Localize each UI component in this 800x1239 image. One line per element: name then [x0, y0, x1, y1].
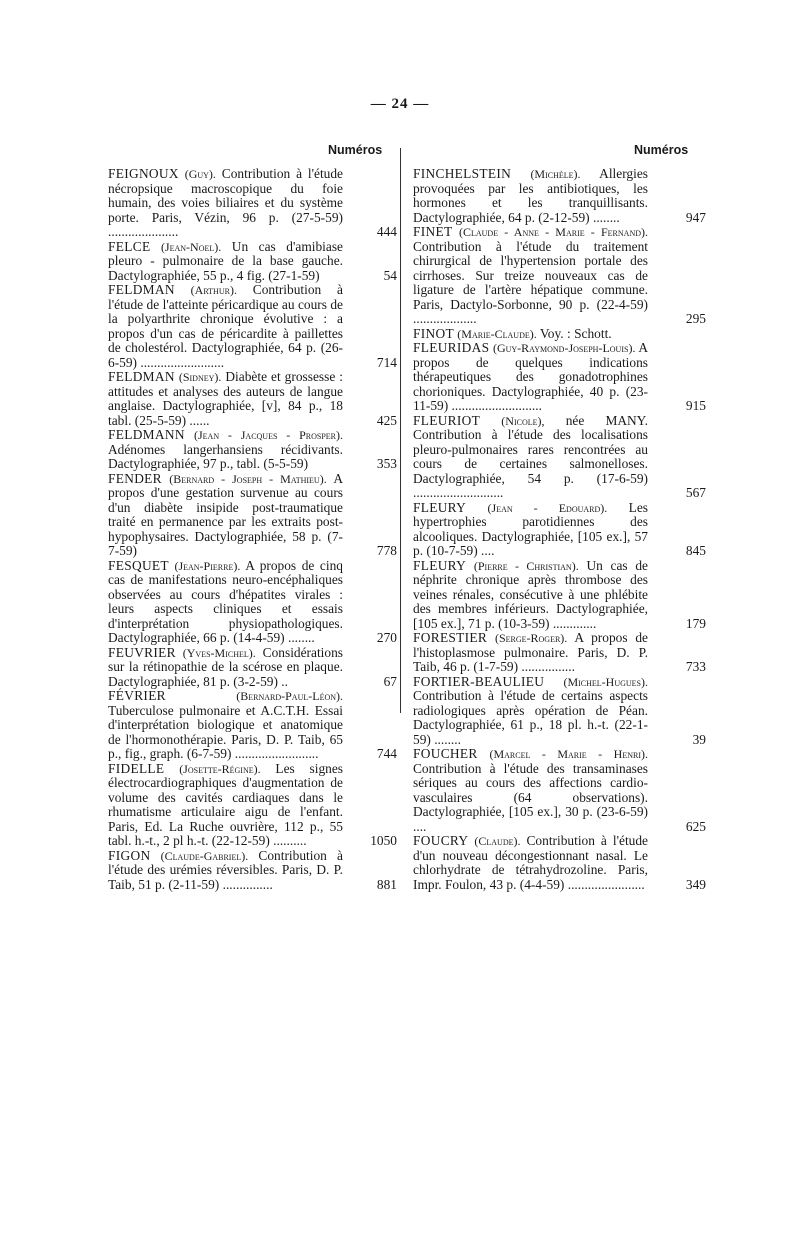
left-column [108, 166, 397, 892]
index-entry [413, 673, 706, 748]
thesis-description: Adénomes langerhansiens récidivants. Dactylographiée, 97 p., tabl. (5-5-59) [108, 441, 343, 471]
entry-text-block [108, 646, 343, 690]
author-surname: FESQUET [108, 557, 169, 573]
author-given-names: (Pierre - Christian). [473, 558, 579, 573]
author-surname: FIGON [108, 847, 151, 863]
thesis-description: Diabète et grossesse : attitudes et analyses des auteurs de langue anglaise. Dactylographiée, [v], 84 p., 18 tabl. (25-5-59) ...... [108, 369, 343, 428]
thesis-number: 295 [685, 311, 706, 326]
author-surname: FORTIER-BEAULIEU [413, 673, 545, 689]
entry-text-block [413, 631, 648, 675]
author-given-names: (Bernard-Paul-Léon). [236, 689, 343, 703]
author-surname: FINCHELSTEIN [413, 166, 512, 181]
author-surname: FEUVRIER [108, 644, 176, 660]
thesis-description: née MANY. Contribution à l'étude des localisations pleuro-pulmonaires rares rencontrées au cours de certaines salmonelloses. Dactylographiée, 54 p. (17-6-59) ........................... [413, 412, 648, 500]
thesis-number: 444 [376, 224, 397, 239]
author-surname: FLEURY [413, 557, 467, 573]
thesis-description: Un cas d'amibiase pleuro - pulmonaire de la base gauche. Dactylographiée, 55 p., 4 fig. (27-1-59) [108, 238, 343, 283]
author-surname: FELDMAN [108, 282, 175, 297]
entry-text-block [108, 370, 343, 428]
thesis-description: Contribution à l'étude nécropsique macroscopique du foie humain, des voies biliaires et du système porte. Paris, Vézin, 96 p. (27-5-59) ..................... [108, 166, 343, 239]
index-entry [108, 238, 397, 284]
entry-text-block [108, 167, 343, 240]
index-entry [108, 557, 397, 646]
thesis-number: 179 [685, 615, 706, 631]
index-entry [413, 499, 706, 559]
index-entry [108, 166, 397, 240]
thesis-number: 947 [685, 209, 706, 225]
author-given-names: (Sidney). [178, 370, 222, 384]
thesis-description: Contribution à l'étude de l'atteinte péricardique au cours de la polyarthrite chronique évolutive : a propos d'un cas de péricardite à paillettes de cholestérol. Dactylographiée, 64 p. (26-6-59) ......................... [108, 282, 343, 370]
author-surname: FOUCRY [413, 833, 469, 848]
thesis-description: Les signes électrocardiographiques d'augmentation de volume des cavités cardiaques dans le rhumatisme articulaire aigu de l'enfant. Paris, Ed. La Ruche ouvrière, 112 p., 55 tabl. h.-t., 2 pl h.-t. (22-12-59) .......... [108, 760, 343, 848]
thesis-number: 567 [685, 485, 706, 500]
thesis-description: Contribution à l'étude des transaminases sériques au cours des affections cardio-vasculaires (64 observations). Dactylographiée, [105 ex.], 30 p. (23-6-59) .... [413, 760, 648, 834]
thesis-description: Allergies provoquées par les antibiotiques, les hormones et les tranquillisants. Dactylographiée, 64 p. (2-12-59) ........ [413, 166, 648, 225]
entry-text-block [413, 327, 648, 342]
author-given-names: (Yves-Michel). [182, 645, 256, 660]
thesis-description: A propos de l'histoplasmose pulmonaire. Paris, D. P. Taib, 46 p. (1-7-59) ................ [413, 630, 649, 674]
index-entry [413, 746, 706, 834]
entry-text-block [413, 167, 648, 225]
thesis-description: A propos de quelques indications thérapeutiques des gonadotrophines chorioniques. Dactylographiée, 40 p. (23-11-59) ........................... [413, 340, 648, 413]
thesis-number: 744 [376, 746, 397, 761]
thesis-number: 778 [376, 543, 397, 558]
author-surname: FELCE [108, 238, 151, 254]
author-given-names: (Bernard - Joseph - Mathieu). [169, 471, 327, 486]
thesis-number: 67 [383, 673, 397, 689]
author-given-names: (Jean - Jacques - Prosper). [193, 428, 343, 442]
entry-text-block [413, 834, 648, 892]
author-surname: FEIGNOUX [108, 166, 179, 181]
author-given-names: (Jean-Pierre). [174, 558, 241, 573]
author-given-names: (Serge-Roger). [494, 631, 568, 645]
thesis-description: Contribution à l'étude d'un nouveau décongestionnant nasal. Le chlorhydrate de tétrahydrozoline. Paris, Impr. Foulon, 43 p. (4-4-59) ....................... [413, 833, 648, 892]
author-given-names: (Nicole), [501, 413, 545, 428]
thesis-description: Contribution à l'étude des urémies réversibles. Paris, D. P. Taib, 51 p. (2-11-59) ............... [108, 847, 343, 892]
author-given-names: (Claude-Gabriel). [160, 848, 249, 863]
index-entry [108, 760, 397, 849]
author-given-names: (Marie-Claude). [457, 326, 537, 341]
author-given-names: (Guy-Raymond-Joseph-Louis). [492, 341, 636, 355]
entry-text-block [413, 559, 648, 632]
entry-text-block [413, 747, 648, 834]
index-entry [413, 166, 706, 225]
thesis-description: Un cas de néphrite chronique après thrombose des veines rénales, consécutive à une phlébite des membres inférieurs. Dactylographiée, [105 ex.], 71 p. (10-3-59) ............. [413, 557, 648, 631]
thesis-description: A propos d'une gestation survenue au cours d'un diabète insipide post-traumatique traité en permanence par les extraits post-hypophysaires. Dactylographiée, 58 p. (7-7-59) [108, 470, 343, 558]
author-surname: FLEURIOT [413, 412, 481, 428]
entry-text-block [108, 762, 343, 849]
thesis-number: 39 [692, 731, 706, 747]
author-surname: FELDMAN [108, 369, 175, 384]
author-surname: FELDMANN [108, 427, 185, 442]
entry-text-block [413, 675, 648, 748]
column-divider [400, 148, 401, 713]
index-entry [413, 412, 706, 501]
author-surname: FORESTIER [413, 630, 488, 645]
author-given-names: (Josette-Régine). [179, 761, 261, 776]
thesis-description: Contribution à l'étude de certains aspects radiologiques après opération de Péan. Dactylographiée, 61 p., 18 pl. h.-t. (22-1-59) ........ [413, 688, 648, 747]
author-given-names: (Claude). [474, 834, 521, 848]
entry-text-block [413, 414, 648, 501]
thesis-description: Tuberculose pulmonaire et A.C.T.H. Essai d'interprétation biologique et anatomique de l'hormonothérapie. Paris, D. P. Taib, 65 p., fig., graph. (6-7-59) ......................... [108, 702, 343, 761]
index-entry [108, 427, 397, 472]
thesis-number: 425 [376, 412, 397, 428]
entry-text-block [108, 472, 343, 559]
index-entry [108, 282, 397, 370]
author-given-names: (Claude - Anne - Marie - Fernand). [458, 225, 648, 239]
thesis-number: 845 [685, 543, 706, 558]
index-entry [413, 557, 706, 632]
author-given-names: (Jean - Edouard). [487, 500, 608, 515]
thesis-number: 733 [685, 659, 706, 674]
author-given-names: (Michèle). [530, 167, 581, 181]
entry-text-block [108, 559, 343, 646]
thesis-number: 353 [376, 456, 397, 471]
author-given-names: (Guy). [184, 167, 216, 181]
entry-text-block [108, 240, 343, 284]
thesis-description: Contribution à l'étude du traitement chirurgical de l'hypertension portale des cirrhoses. Sur treize nouveaux cas de ligature de l'artère hépatique commune. Paris, Dactylo-Sorbonne, 90 p. (22-4-59) ................... [413, 238, 648, 326]
thesis-description: Considérations sur la rétinopathie de la scérose en plaque. Dactylographiée, 81 p. (3-2-59) .. [108, 644, 343, 689]
index-entry [413, 630, 706, 675]
thesis-number: 625 [685, 818, 706, 834]
thesis-number: 714 [376, 354, 397, 370]
author-surname: FÉVRIER [108, 688, 166, 703]
index-entry [108, 847, 397, 893]
entry-text-block [108, 849, 343, 893]
thesis-number: 881 [376, 876, 397, 892]
index-entry [413, 340, 706, 414]
author-given-names: (Arthur). [190, 283, 237, 297]
author-surname: FOUCHER [413, 746, 478, 761]
column-header-left: Numéros [328, 143, 383, 157]
entry-text-block [108, 428, 343, 472]
thesis-number: 54 [383, 267, 397, 283]
index-entry [108, 369, 397, 428]
right-column [413, 166, 706, 892]
entry-text-block [413, 225, 648, 327]
thesis-number: 1050 [370, 833, 397, 848]
author-surname: FIDELLE [108, 760, 165, 776]
author-given-names: (Michel-Hugues). [563, 674, 648, 689]
index-entry [108, 688, 397, 762]
author-given-names: (Jean-Noel). [160, 239, 222, 254]
author-surname: FINOT [413, 325, 454, 341]
thesis-description: Les hypertrophies parotidiennes des alcooliques. Dactylographiée, [105 ex.], 57 p. (10-7-59) .... [413, 499, 648, 558]
column-header-right: Numéros [634, 143, 689, 157]
author-surname: FENDER [108, 470, 162, 486]
entry-text-block [413, 501, 648, 559]
index-entry [413, 833, 706, 892]
thesis-number: 270 [376, 630, 397, 645]
page-number: — 24 — [370, 96, 430, 112]
index-entry [413, 327, 698, 342]
author-surname: FINET [413, 224, 453, 239]
thesis-description: A propos de cinq cas de manifestations neuro-encéphaliques observées au cours d'hépatites virales : leurs aspects cliniques et essais d'interprétation physiopathologiques. Dactylographiée, 66 p. (14-4-59) ........ [108, 557, 343, 645]
thesis-description: Voy. : Schott. [539, 325, 612, 341]
entry-text-block [413, 341, 648, 414]
thesis-number: 915 [685, 398, 706, 413]
index-entry [413, 224, 706, 327]
entry-text-block [108, 689, 343, 762]
thesis-number: 349 [685, 876, 706, 892]
index-entry [108, 470, 397, 559]
author-surname: FLEURY [413, 499, 467, 515]
author-given-names: (Marcel - Marie - Henri). [489, 747, 648, 761]
author-surname: FLEURIDAS [413, 340, 490, 355]
entry-text-block [108, 283, 343, 370]
index-entry [108, 644, 397, 690]
